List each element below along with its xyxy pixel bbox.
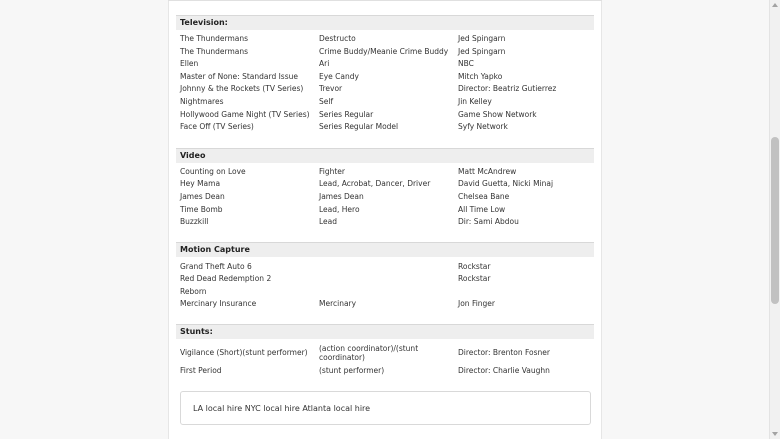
credit-company: Director: Beatriz Gutierrez: [458, 84, 557, 93]
credit-title: Face Off (TV Series): [180, 122, 254, 131]
credit-title: Mercinary Insurance: [180, 299, 257, 308]
credit-title: Nightmares: [180, 97, 224, 106]
credit-title: Buzzkill: [180, 217, 209, 226]
credit-company: Jed Spingarn: [458, 34, 506, 43]
credit-company: Jed Spingarn: [458, 47, 506, 56]
credit-company: Chelsea Bane: [458, 192, 510, 201]
top-divider: [168, 0, 602, 1]
credit-company: Director: Brenton Fosner: [458, 348, 550, 357]
credit-role: Fighter: [319, 167, 346, 176]
section-header-television: Television:: [176, 15, 594, 30]
credit-title: Grand Theft Auto 6: [180, 262, 252, 271]
credit-title: Johnny & the Rockets (TV Series): [180, 84, 304, 93]
credit-company: Director: Charlie Vaughn: [458, 366, 550, 375]
credit-role: Series Regular: [319, 110, 374, 119]
credit-company: Syfy Network: [458, 122, 508, 131]
section-header-stunts: Stunts:: [176, 324, 594, 339]
credit-title: Red Dead Redemption 2: [180, 274, 272, 283]
credit-role: Self: [319, 97, 334, 106]
credit-title: Hey Mama: [180, 179, 221, 188]
credit-title: Vigilance (Short)(stunt performer): [180, 348, 308, 357]
credit-role: Lead, Acrobat, Dancer, Driver: [319, 179, 431, 188]
credit-company: David Guetta, Nicki Minaj: [458, 179, 554, 188]
local-hire-box: [180, 391, 591, 425]
credit-title: The Thundermans: [180, 34, 249, 43]
page-background-left: [0, 0, 168, 439]
credit-title: First Period: [180, 366, 222, 375]
section-header-video: Video: [176, 148, 594, 163]
scroll-down-arrow-icon[interactable]: [772, 432, 778, 436]
credit-title: Ellen: [180, 59, 199, 68]
credit-role: Lead: [319, 217, 338, 226]
section-header-motion-capture: Motion Capture: [176, 242, 594, 257]
credit-title: Master of None: Standard Issue: [180, 72, 298, 81]
credit-role: James Dean: [319, 192, 364, 201]
credit-role: Lead, Hero: [319, 205, 360, 214]
credit-company: Mitch Yapko: [458, 72, 503, 81]
credit-role: Crime Buddy/Meanie Crime Buddy: [319, 47, 449, 56]
credit-title: Time Bomb: [180, 205, 223, 214]
credit-role: (stunt performer): [319, 366, 385, 375]
scrollbar-thumb[interactable]: [771, 137, 779, 304]
credit-title: Counting on Love: [180, 167, 246, 176]
credit-role: Destructo: [319, 34, 356, 43]
local-hire-text: LA local hire NYC local hire Atlanta local hire: [193, 404, 371, 413]
credit-company: Rockstar: [458, 262, 491, 271]
credit-role: Eye Candy: [319, 72, 359, 81]
credit-company: All Time Low: [458, 205, 506, 214]
credit-role: Trevor: [319, 84, 343, 93]
credit-role: Mercinary: [319, 299, 357, 308]
page-background-right: [602, 0, 769, 439]
credit-title: James Dean: [180, 192, 225, 201]
credit-company: Jon Finger: [458, 299, 496, 308]
credit-company: Game Show Network: [458, 110, 537, 119]
credit-company: Rockstar: [458, 274, 491, 283]
credit-role: Ari: [319, 59, 330, 68]
credit-role: Series Regular Model: [319, 122, 399, 131]
credit-company: Jin Kelley: [458, 97, 492, 106]
credit-title: The Thundermans: [180, 47, 249, 56]
credit-company: Dir: Sami Abdou: [458, 217, 519, 226]
scroll-up-arrow-icon[interactable]: [772, 3, 778, 7]
page-scrollbar[interactable]: [769, 0, 780, 439]
credit-company: Matt McAndrew: [458, 167, 517, 176]
credit-role: (action coordinator)/(stunt coordinator): [319, 344, 419, 362]
credit-title: Reborn: [180, 287, 207, 296]
credit-title: Hollywood Game Night (TV Series): [180, 110, 310, 119]
credit-company: NBC: [458, 59, 474, 68]
